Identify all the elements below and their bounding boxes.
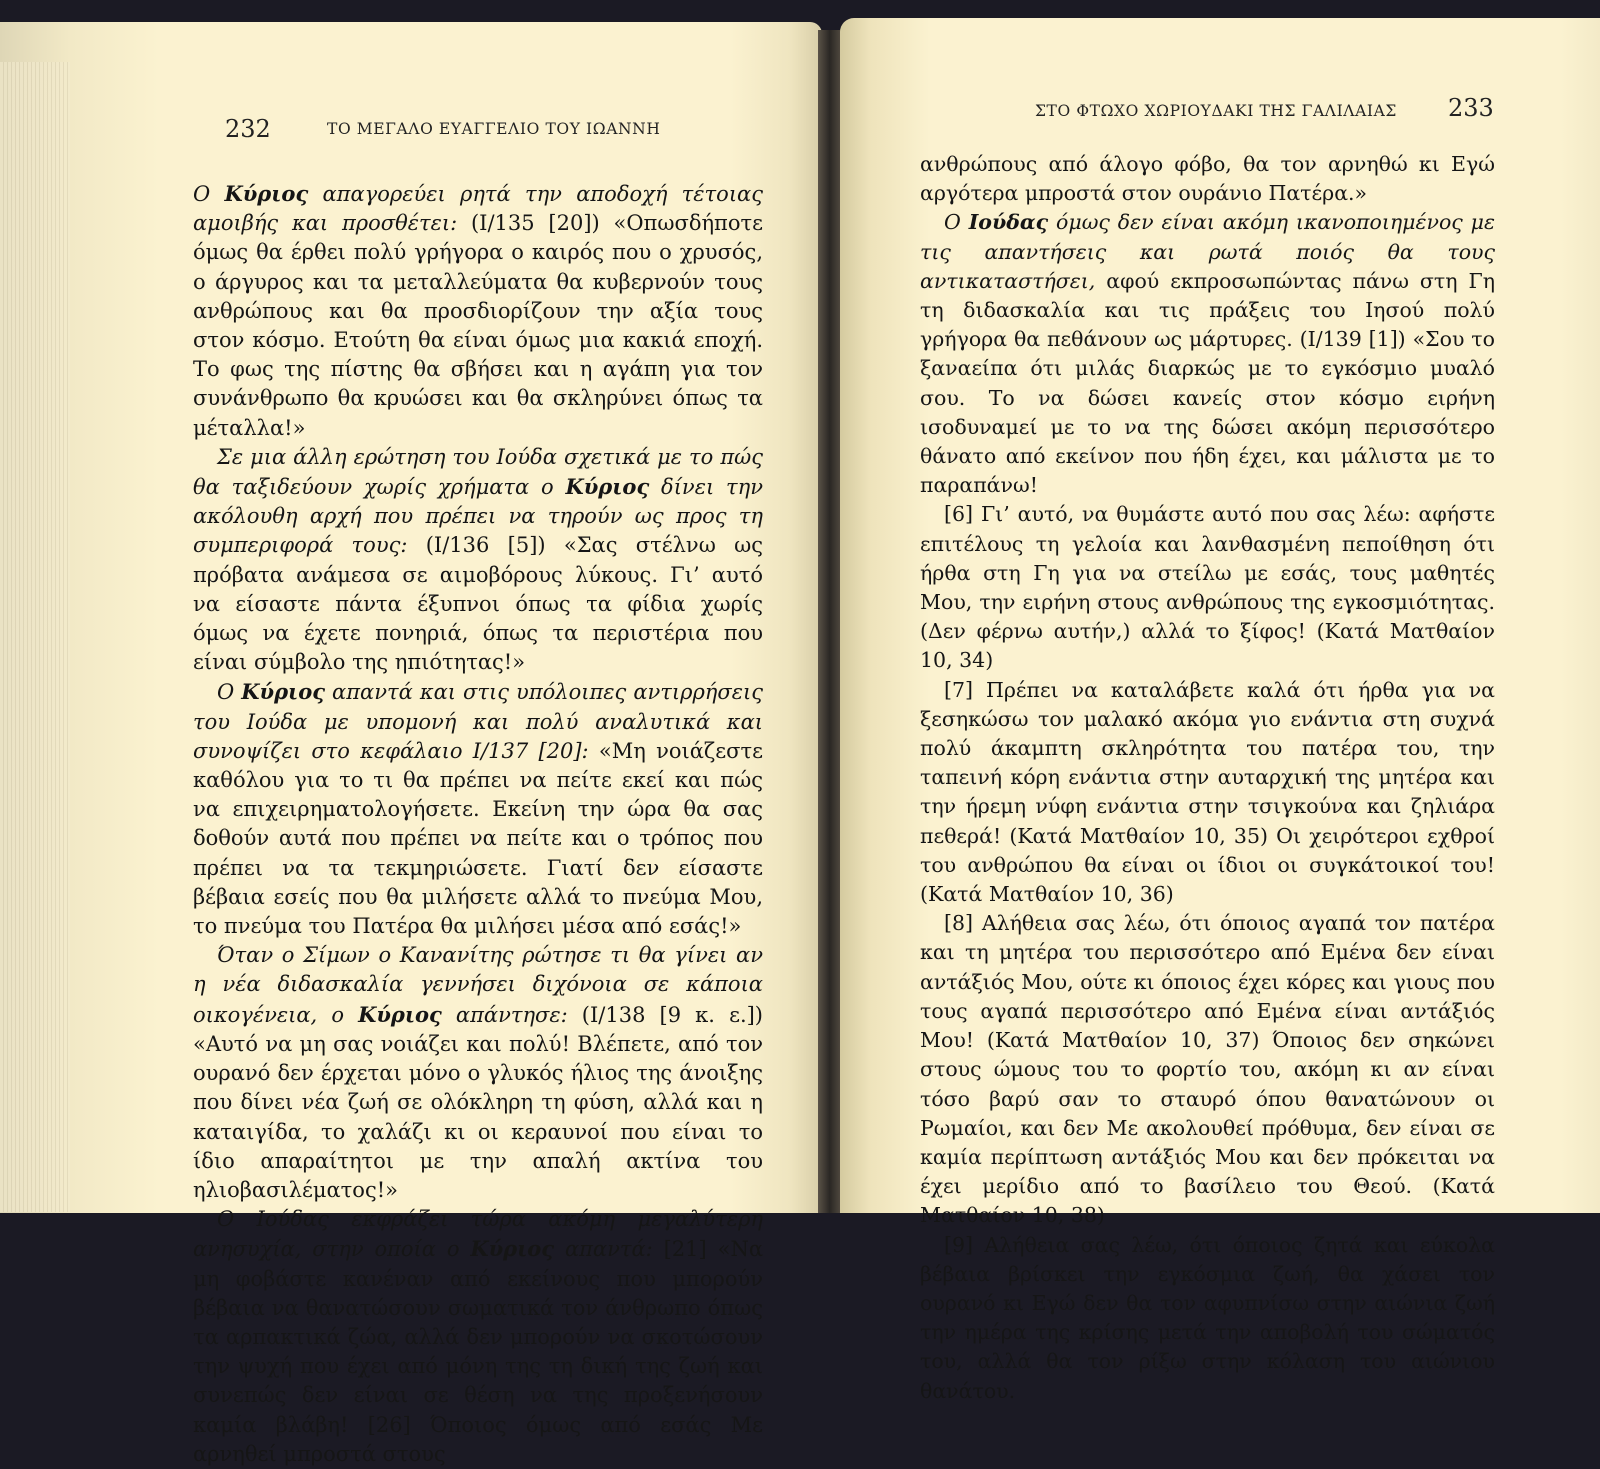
right-text-block xyxy=(920,150,1495,1406)
paragraph xyxy=(193,677,763,941)
italic-text: Σε μια άλλη ερώτηση του Ιούδα σχετικά με το πώς θα ταξιδεύουν χωρίς χρήματα ο xyxy=(193,444,763,500)
page-number-left: 232 xyxy=(225,115,271,143)
paragraph: ανθρώπους από άλογο φόβο, θα τον αρνηθώ κι Εγώ αργότερα μπροστά στον ουράνιο Πατέρα.» xyxy=(920,152,1495,206)
italic-text: Ο xyxy=(944,210,969,235)
bold-name: Κύριος xyxy=(565,474,650,500)
body-text: [21] «Να μη φοβάστε κανέναν από εκείνους που μπορούν βέβαια να θανατώσουν σωματικά τον άνθρωπο όπως τα αρπακτικά ζώα, αλλά δεν μπορούν να σκοτώσουν την ψυχή που έχει από μόνη της τη δική της ζωή και συνεπώς δεν είναι σε θέση να της προξενήσουν καμία βλάβη! [26] Όποιος όμως από εσάς Με αρνηθεί μπροστά στους xyxy=(193,1237,763,1466)
italic-text: Όταν ο Σίμων ο Κανανίτης ρώτησε τι θα γίνει αν η νέα διδασκαλία γεννήσει διχόνοια σε κάποια οικογένεια, ο xyxy=(193,943,763,1027)
bold-name: Κύριος xyxy=(224,181,309,206)
paragraph: [9] Αλήθεια σας λέω, ότι όποιος ζητά και εύκολα βέβαια βρίσκει την εγκόσμια ζωή, θα χάσει τον ουρανό κι Εγώ δεν θα τον αφυπνίσω στην αιώνια ζωή την ημέρα της κρίσης μετά την αποβολή του σώματός του, αλλά θα τον ρίξω στην κόλαση του αιώνιου θανάτου. xyxy=(920,1232,1495,1403)
left-text-block xyxy=(193,179,763,1469)
body-text: (Ι/138 [9 κ. ε.]) «Αυτό να μη σας νοιάζει και πολύ! Βλέπετε, από τον ουρανό δεν έρχεται μόνο ο γλυκός ήλιος της άνοιξης που δίνει νέα ζωή σε ολόκληρη τη φύση, αλλά και η καταιγίδα, το χαλάζι κι οι κεραυνοί που είναι το ίδιο απαραίτητοι με την απαλή ακτίνα του ηλιοβασιλέματος!» xyxy=(193,1002,764,1202)
paragraph xyxy=(920,208,1495,500)
page-number-right: 233 xyxy=(1448,94,1494,122)
italic-text: Ο xyxy=(217,680,242,705)
running-head-left: ΤΟ ΜΕΓΑΛΟ ΕΥΑΓΓΕΛΙΟ ΤΟΥ ΙΩΑΝΝΗ xyxy=(327,120,661,138)
paragraph xyxy=(193,443,763,678)
bold-name: Κύριος xyxy=(241,679,326,705)
paragraph: [7] Πρέπει να καταλάβετε καλά ότι ήρθα για να ξεσηκώσω τον μαλακό ακόμα γιο ενάντια στη συχνά πολύ άκαμπτη σκληρότητα του πατέρα του, την ταπεινή κόρη ενάντια στην αυταρχική της μητέρα και την ήρεμη νύφη ενάντια στην τσιγκούνα και ζηλιάρα πεθερά! (Κατά Ματθαίον 10, 35) Οι χειρότεροι εχθροί του ανθρώπου θα είναι οι ίδιοι οι συγκάτοικοί του! (Κατά Ματθαίον 10, 36) xyxy=(920,677,1495,907)
italic-text: όμως δεν είναι ακόμη ικανοποιημένος με τις απαντήσεις και ρωτά ποιός θα τους αντικαταστήσει, xyxy=(920,210,1496,293)
italic-text: απαντά και στις υπόλοιπες αντιρρήσεις του Ιούδα με υπομονή και πολύ αναλυτικά και συνοψίζει στο κεφάλαιο Ι/137 [20]: xyxy=(193,680,763,763)
italic-text: απαντά: xyxy=(554,1237,653,1262)
paragraph: [6] Γι’ αυτό, να θυμάστε αυτό που σας λέω: αφήστε επιτέλους τη γελοία και λανθασμένη πεποίθηση ότι ήρθα στη Γη για να στείλω με εσάς, τους μαθητές Μου, την ειρήνη στους ανθρώπους της εγκοσμιότητας. (Δεν φέρνω αυτήν,) αλλά το ξίφος! (Κατά Ματθαίον 10, 34) xyxy=(920,502,1495,673)
paragraph: [8] Αλήθεια σας λέω, ότι όποιος αγαπά τον πατέρα και τη μητέρα του περισσότερο από Εμένα δεν είναι αντάξιός Μου, ούτε κι όποιος έχει κόρες και γιους που τους αγαπά περισσότερο από Εμένα είναι αντάξιός Μου! (Κατά Ματθαίον 10, 37) Όποιος δεν σηκώνει στους ώμους του το φορτίο του, ακόμη κι αν είναι τόσο βαρύ σαν το σταυρό όπου θανατώνουν οι Ρωμαίοι, και δεν Με ακολουθεί πρόθυμα, δεν είναι σε καμία περίπτωση αντάξιός Μου και δεν πρόκειται να έχει μερίδιο από το βασίλειο του Θεού. (Κατά Ματθαίον 10, 38) xyxy=(920,911,1495,1228)
italic-text: απάντησε: xyxy=(441,1002,568,1027)
left-page xyxy=(0,22,822,1466)
italic-text: Ο xyxy=(193,182,225,206)
bold-name: Κύριος xyxy=(470,1236,555,1262)
bold-name: Ιούδας xyxy=(968,210,1049,235)
body-text: (Ι/135 [20]) «Οπωσδήποτε όμως θα έρθει πολύ γρήγορα ο καιρός που ο χρυσός, ο άργυρος και τα μεταλλεύματα θα κυβερνούν τους ανθρώπους και θα προσδιορίζουν την αξία τους στον κόσμο. Ετούτη θα είναι όμως μια κακιά εποχή. Το φως της πίστης θα σβήσει και η αγάπη για τον συνάνθρωπο θα κρυώσει και θα σκληρύνει όπως τα μέταλλα!» xyxy=(193,211,763,440)
page-edges xyxy=(0,62,70,1212)
paragraph xyxy=(193,941,763,1205)
paragraph xyxy=(193,1205,763,1469)
italic-text: δίνει την ακόλουθη αρχή που πρέπει να τηρούν ως προς τη συμπεριφορά τους: xyxy=(193,475,763,558)
body-text: «Μη νοιάζεστε καθόλου για το τι θα πρέπει να πείτε εκεί και πώς να επιχειρηματολογήσετε. Εκείνη την ώρα θα σας δοθούν αυτά που πρέπει να πείτε και ο τρόπος που πρέπει να τα τεκμηριώσετε. Γιατί δεν είσαστε βέβαια εσείς που θα μιλήσετε αλλά το πνεύμα Μου, το πνεύμα του Πατέρα θα μιλήσει μέσα από εσάς!» xyxy=(193,738,763,939)
paragraph xyxy=(193,179,763,443)
italic-text: Ο Ιούδας εκφράζει τώρα ακόμη μεγαλύτερη ανησυχία, στην οποία ο xyxy=(193,1207,763,1262)
italic-text: απαγορεύει ρητά την αποδοχή τέτοιας αμοιβής και προσθέτει: xyxy=(193,182,763,236)
right-page xyxy=(840,18,1600,1403)
bold-name: Κύριος xyxy=(358,1001,442,1027)
running-head-right: ΣΤΟ ΦΤΩΧΟ ΧΩΡΙΟΥΔΑΚΙ ΤΗΣ ΓΑΛΙΛΑΙΑΣ xyxy=(1035,102,1397,120)
body-text: αφού εκπροσωπώντας πάνω στη Γη τη διδασκαλία και τις πράξεις του Ιησού πολύ γρήγορα θα πεθάνουν ως μάρτυρες. (Ι/139 [1]) «Σου το ξαναείπα ότι μιλάς διαρκώς με το εγκόσμιο μυαλό σου. Το να δώσει κανείς στον κόσμο ειρήνη ισοδυναμεί με το να της δώσει ακόμη περισσότερο θάνατο από εκείνον που ήδη έχει, και μάλιστα με το παραπάνω! xyxy=(920,268,1495,498)
body-text: (Ι/136 [5]) «Σας στέλνω ως πρόβατα ανάμεσα σε αιμοβόρους λύκους. Γι’ αυτό να είσαστε πάντα έξυπνοι όπως τα φίδια χωρίς όμως να έχετε πονηριά, όπως τα περιστέρια που είναι σύμβολο της ηπιότητας!» xyxy=(193,533,763,675)
